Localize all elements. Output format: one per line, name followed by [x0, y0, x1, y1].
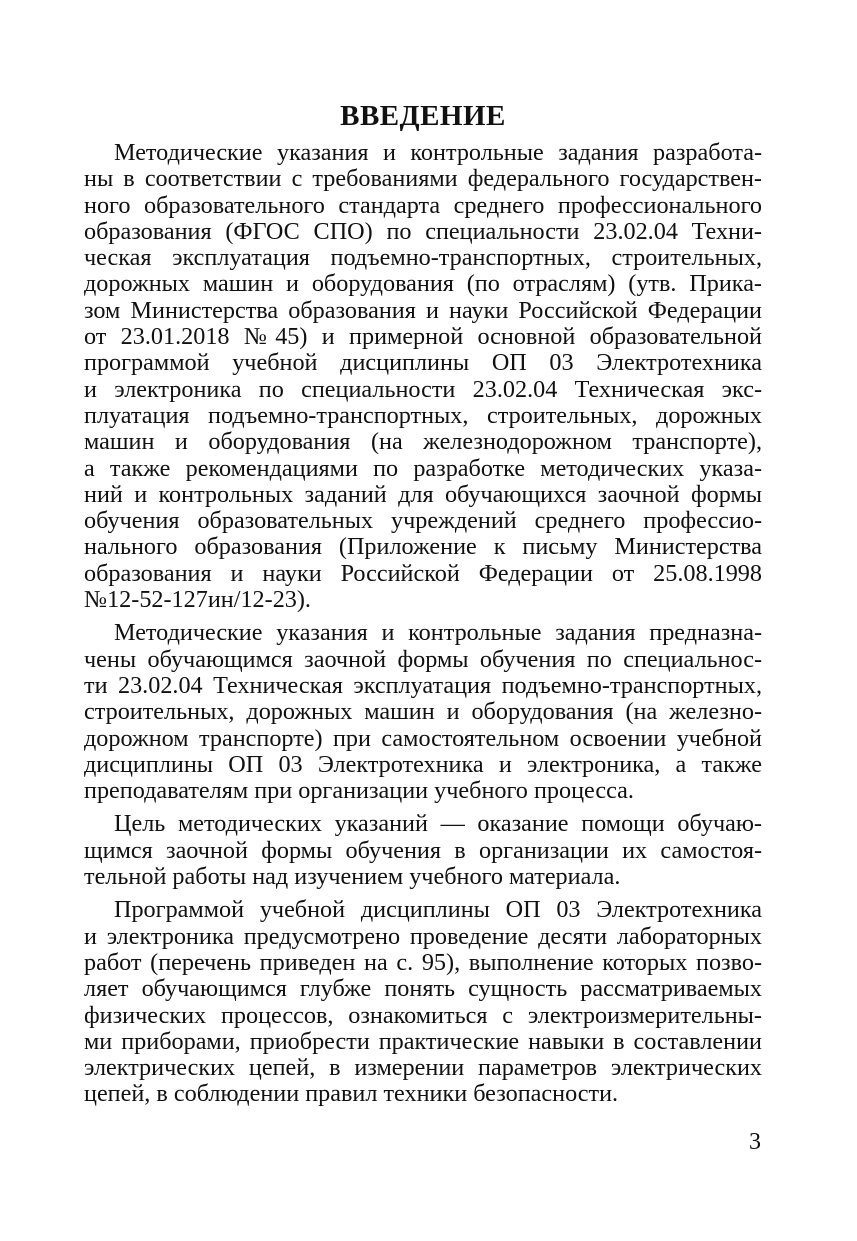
text-line: обучения образовательных учреждений среднего профессио- [84, 507, 762, 535]
text-line: и электроника предусмотрено проведение десяти лабораторных [84, 922, 762, 950]
text-line: электрических цепей, в измерении параметров электрических [84, 1054, 762, 1082]
text-line: зом Министерства образования и науки Российской Федерации [84, 296, 762, 324]
text-line: от 23.01.2018 №45) и примерной основной образовательной [84, 323, 762, 351]
text-line: Методические указания и контрольные задания разработа- [114, 139, 762, 166]
text-line: Методические указания и контрольные задания предназна- [114, 619, 762, 647]
text-line: нального образования (Приложение к письму Министерства [84, 533, 762, 561]
paragraph [84, 811, 762, 890]
text-line: Программой учебной дисциплины ОП 03 Электротехника [114, 896, 762, 924]
text-line: чены обучающимся заочной формы обучения по специальнос- [84, 645, 762, 673]
text-line: строительных, дорожных машин и оборудования (на железно- [84, 698, 762, 726]
text-line: Цель методических указаний — оказание помощи обучаю- [114, 810, 762, 838]
text-line: образования и науки Российской Федерации от 25.08.1998 [84, 559, 762, 587]
text-line: преподавателям при организации учебного процесса. [84, 777, 634, 805]
text-line: ми приборами, приобрести практические навыки в составлении [84, 1027, 762, 1055]
text-line: машин и оборудования (на железнодорожном транспорте), [84, 428, 762, 456]
paragraph [84, 140, 762, 613]
text-line: дорожном транспорте) при самостоятельном освоении учебной [84, 724, 762, 752]
text-line: дорожных машин и оборудования (по отраслям) (утв. Прика- [84, 270, 762, 298]
text-line: ны в соответствии с требованиями федерального государствен- [84, 165, 762, 193]
text-line: работ (перечень приведен на с. 95), выполнение которых позво- [84, 948, 762, 976]
page-number: 3 [749, 1129, 761, 1155]
paragraph [84, 897, 762, 1107]
text-line: программой учебной дисциплины ОП 03 Электротехника [84, 349, 762, 377]
text-line: а также рекомендациями по разработке методических указа- [84, 454, 762, 482]
text-line: образования (ФГОС СПО) по специальности 23.02.04 Техни- [84, 217, 762, 245]
text-line: цепей, в соблюдении правил техники безопасности. [84, 1080, 619, 1108]
text-line: щимся заочной формы обучения в организации их самостоя- [84, 836, 762, 864]
text-line: ти 23.02.04 Техническая эксплуатация подъемно-транспортных, [84, 671, 762, 699]
text-line: ного образовательного стандарта среднего профессионального [84, 191, 762, 219]
text-line: тельной работы над изучением учебного материала. [84, 863, 621, 891]
text-line: дисциплины ОП 03 Электротехника и электроника, а также [84, 750, 762, 778]
text-line: плуатация подъемно-транспортных, строительных, дорожных [84, 401, 762, 429]
text-line: и электроника по специальности 23.02.04 Техническая экс- [84, 375, 762, 403]
paragraphs-container [84, 140, 762, 1108]
text-line: ческая эксплуатация подъемно-транспортных, строительных, [84, 244, 762, 272]
text-line: ляет обучающимся глубже понять сущность рассматриваемых [84, 975, 762, 1003]
section-heading: ВВЕДЕНИЕ [340, 100, 506, 132]
text-line: №12-52-127ин/12-23). [84, 586, 311, 614]
paragraph [84, 620, 762, 804]
text-line: физических процессов, ознакомиться с электроизмерительны- [84, 1001, 762, 1029]
page-body [84, 96, 762, 1115]
text-line: ний и контрольных заданий для обучающихся заочной формы [84, 480, 762, 508]
